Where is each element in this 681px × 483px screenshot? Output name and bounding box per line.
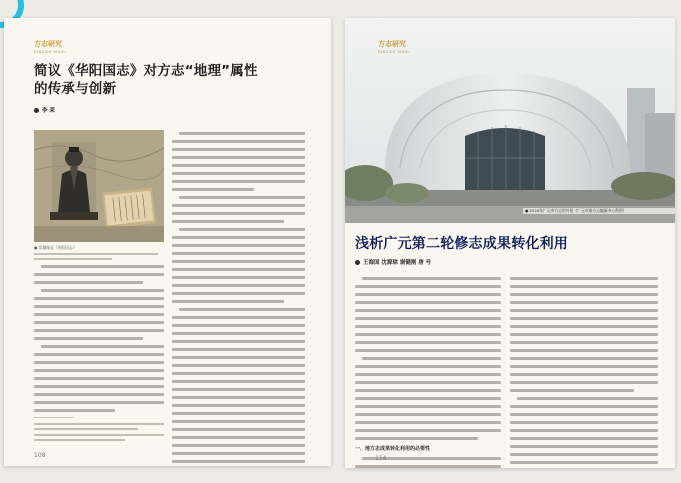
left-page [4, 18, 331, 466]
left-title-line-2: 的传承与创新 [34, 81, 117, 97]
left-figure-caption-text: ● 常璩像及《华阳国志》 [34, 245, 77, 250]
left-author [34, 106, 55, 114]
right-page-number: 114 [375, 455, 387, 462]
right-page [345, 18, 675, 468]
right-body-column-2 [510, 277, 658, 468]
left-article-title [34, 62, 324, 98]
author-bullet-icon [34, 108, 39, 113]
left-title-line-1: 简议《华阳国志》对方志“地理”属性 [34, 63, 258, 79]
right-authors-names: 王海国 沈源琼 谢健刚 唐 号 [363, 260, 432, 266]
right-section-heading: 一、地方志成果转化利用的必要性 [355, 446, 431, 452]
portrait-figure-image [34, 130, 164, 242]
left-section-header-sub: FANGZHI YANJIU [34, 50, 67, 54]
left-section-header-text: 方志研究 [34, 40, 62, 48]
right-photo-caption: ● 2020年广元市方志馆外景（广元市地方志编纂中心供图） [523, 208, 675, 214]
authors-bullet-icon [355, 260, 360, 265]
left-author-name: 李 茉 [42, 108, 55, 114]
left-body-column-2 [172, 132, 305, 466]
left-body-column-1 [34, 265, 164, 445]
right-authors [355, 258, 431, 266]
left-figure [34, 130, 164, 242]
right-article-title: 浅析广元第二轮修志成果转化利用 [355, 236, 568, 252]
right-section-header [378, 40, 410, 56]
right-body-column-1 [355, 277, 501, 468]
left-section-header [34, 40, 66, 56]
left-figure-caption [34, 245, 164, 264]
right-section-header-sub: FANGZHI YANJIU [378, 50, 411, 54]
left-page-number: 108 [34, 452, 46, 459]
right-section-header-text: 方志研究 [378, 40, 406, 48]
